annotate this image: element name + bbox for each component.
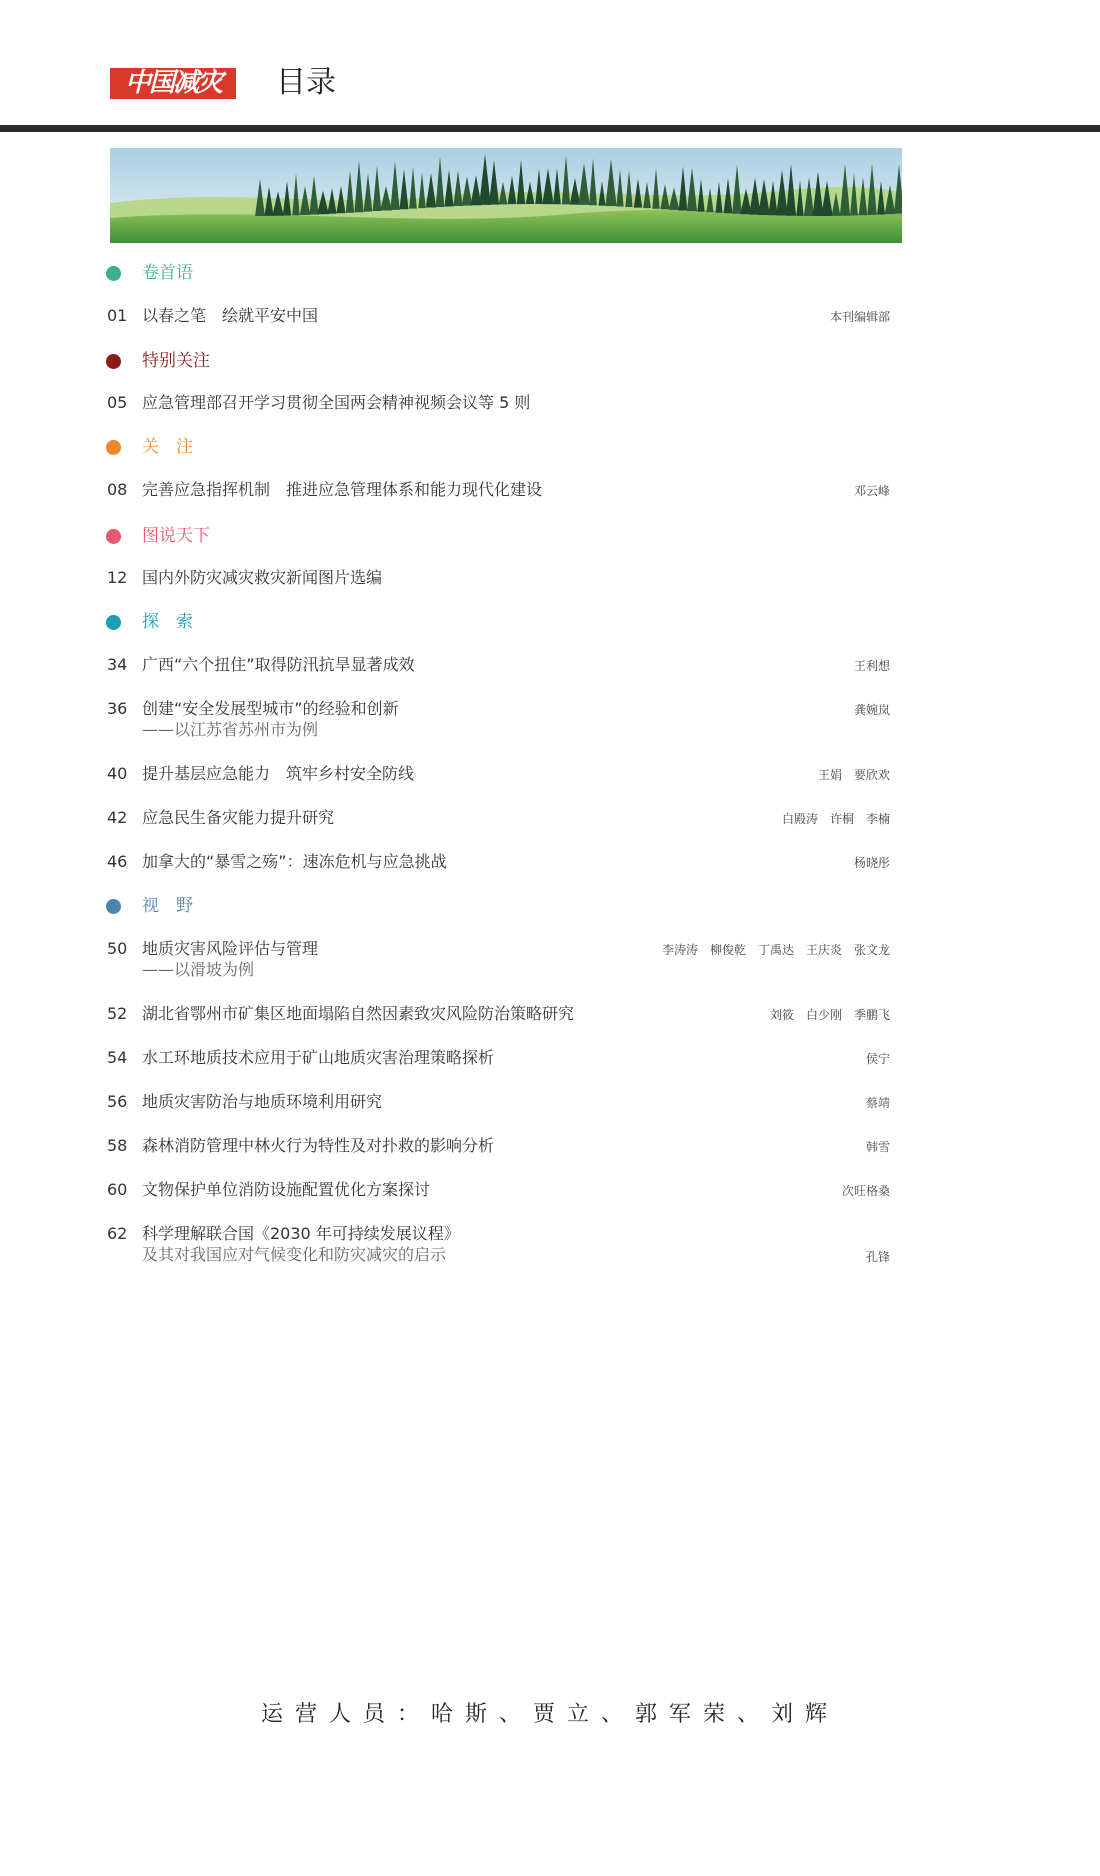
article-author: 本刊编辑部 — [829, 310, 890, 324]
landscape-illustration — [110, 148, 902, 243]
page-number: 56 — [107, 1092, 128, 1111]
section-bullet — [106, 615, 121, 630]
section-header — [106, 611, 193, 633]
article-title[interactable]: 提升基层应急能力 筑牢乡村安全防线 — [142, 764, 415, 783]
article-title[interactable]: 文物保护单位消防设施配置优化方案探讨 — [142, 1180, 431, 1199]
article-title[interactable]: 应急管理部召开学习贯彻全国两会精神视频会议等 5 则 — [142, 393, 531, 412]
article-author: 侯宁 — [865, 1052, 890, 1066]
section-label: 特别关注 — [142, 351, 210, 371]
section-bullet — [106, 354, 121, 369]
article-title[interactable]: 科学理解联合国《2030 年可持续发展议程》 — [142, 1224, 460, 1243]
section-bullet — [106, 266, 121, 281]
page-number: 05 — [107, 393, 128, 412]
article-title[interactable]: 完善应急指挥机制 推进应急管理体系和能力现代化建设 — [142, 480, 543, 499]
article-author: 次旺格桑 — [841, 1184, 890, 1198]
logo-text: 中国减灾 — [124, 68, 221, 98]
article-author: 孔锋 — [865, 1250, 890, 1264]
landscape-banner-image — [110, 148, 902, 243]
section-label: 图说天下 — [142, 526, 210, 546]
article-author: 王利想 — [853, 659, 890, 673]
page-number: 46 — [107, 852, 128, 871]
article-title[interactable]: 地质灾害防治与地质环境利用研究 — [142, 1092, 383, 1111]
page-number: 12 — [107, 568, 128, 587]
article-subtitle: ——以江苏省苏州市为例 — [142, 720, 319, 739]
section-label: 关 注 — [142, 437, 193, 457]
article-title[interactable]: 加拿大的“暴雪之殇”：速冻危机与应急挑战 — [142, 852, 447, 871]
page-number: 62 — [107, 1224, 128, 1243]
section-header — [106, 895, 193, 917]
page-number: 36 — [107, 699, 128, 718]
section-header — [106, 262, 193, 284]
section-header — [106, 350, 210, 372]
page-number: 50 — [107, 939, 128, 958]
article-title[interactable]: 国内外防灾减灾救灾新闻图片选编 — [142, 568, 383, 587]
page-number: 60 — [107, 1180, 128, 1199]
header-divider — [0, 125, 1100, 132]
article-subtitle: 及其对我国应对气候变化和防灾减灾的启示 — [142, 1245, 447, 1264]
article-title[interactable]: 地质灾害风险评估与管理 — [142, 939, 319, 958]
section-bullet — [106, 529, 121, 544]
article-title[interactable]: 水工环地质技术应用于矿山地质灾害治理策略探析 — [142, 1048, 495, 1067]
article-author: 王娟 要欣欢 — [817, 768, 890, 782]
article-author: 韩雪 — [865, 1140, 890, 1154]
section-bullet — [106, 899, 121, 914]
article-author: 李涛涛 柳俊乾 丁禹达 王庆炎 张文龙 — [661, 943, 890, 957]
article-title[interactable]: 森林消防管理中林火行为特性及对扑救的影响分析 — [142, 1136, 495, 1155]
article-title[interactable]: 湖北省鄂州市矿集区地面塌陷自然因素致灾风险防治策略研究 — [142, 1004, 575, 1023]
section-header — [106, 436, 193, 458]
page-number: 52 — [107, 1004, 128, 1023]
article-author: 杨晓彤 — [853, 856, 890, 870]
page-number: 40 — [107, 764, 128, 783]
section-label: 卷首语 — [142, 263, 193, 283]
article-title[interactable]: 以春之笔 绘就平安中国 — [142, 306, 319, 325]
section-label: 探 索 — [142, 612, 193, 632]
article-author: 龚婉岚 — [853, 703, 890, 717]
article-title[interactable]: 应急民生备灾能力提升研究 — [142, 808, 335, 827]
article-subtitle: ——以滑坡为例 — [142, 960, 255, 979]
article-author: 蔡靖 — [865, 1096, 890, 1110]
article-author: 刘筱 白少刚 季鹏飞 — [769, 1008, 890, 1022]
page-number: 42 — [107, 808, 128, 827]
article-title[interactable]: 创建“安全发展型城市”的经验和创新 — [142, 699, 399, 718]
page-number: 01 — [107, 306, 128, 325]
page-number: 58 — [107, 1136, 128, 1155]
page-title: 目录 — [276, 65, 336, 100]
article-author: 白殿涛 许桐 李楠 — [781, 812, 890, 826]
page-number: 34 — [107, 655, 128, 674]
page-number: 54 — [107, 1048, 128, 1067]
section-bullet — [106, 440, 121, 455]
page-number: 08 — [107, 480, 128, 499]
section-label: 视 野 — [142, 896, 193, 916]
footer-staff-credits: 运营人员：哈斯、贾立、郭军荣、刘辉 — [260, 1702, 839, 1727]
article-title[interactable]: 广西“六个扭住”取得防汛抗旱显著成效 — [142, 655, 415, 674]
page-header — [0, 0, 1100, 135]
magazine-logo — [110, 68, 236, 99]
article-author: 邓云峰 — [853, 484, 890, 498]
section-header — [106, 525, 210, 547]
